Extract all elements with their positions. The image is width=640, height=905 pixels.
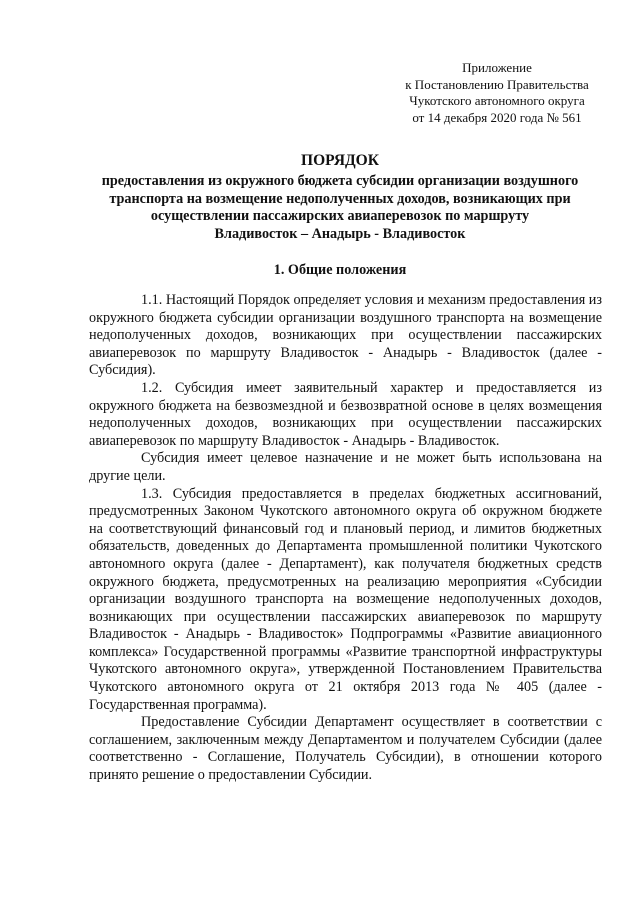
subtitle-line: предоставления из окружного бюджета субсидии организации воздушного — [101, 173, 579, 189]
section-heading: 1. Общие положения — [273, 262, 407, 278]
appendix-header — [392, 60, 602, 126]
paragraph: Субсидия имеет целевое назначение и не может быть использована на другие цели. — [89, 450, 602, 484]
paragraph: 1.2. Субсидия имеет заявительный характер и предоставляется из окружного бюджета на безвозмездной и безвозвратной основе в целях возмещения недополученных доходов, возникающих при осуществлении пассажирских авиаперевозок по маршруту Владивосток - Анадырь - Владивосток. — [89, 379, 602, 449]
appendix-line: к Постановлению Правительства — [405, 76, 589, 92]
document-title: ПОРЯДОК — [301, 152, 379, 169]
document-title-block — [72, 152, 608, 243]
subtitle-line: транспорта на возмещение недополученных доходов, возникающих при — [109, 190, 571, 207]
subtitle-line: осуществлении пассажирских авиаперевозок по маршруту — [150, 208, 530, 224]
paragraph: 1.1. Настоящий Порядок определяет условия и механизм предоставления из окружного бюджета субсидии организации воздушного транспорта на возмещение недополученных доходов, возникающих при осуществлении пассажирских авиаперевозок по маршруту Владивосток - Анадырь - Владивосток (далее - Субсидия). — [89, 292, 602, 379]
paragraph: Предоставление Субсидии Департамент осуществляет в соответствии с соглашением, заключенным между Департаментом и получателем Субсидии (далее соответственно - Соглашение, Получатель Субсидии), в отношении которого принято решение о предоставлении Субсидии. — [89, 714, 602, 784]
appendix-line: Приложение — [462, 60, 532, 75]
paragraph: 1.3. Субсидия предоставляется в пределах бюджетных ассигнований, предусмотренных Законом Чукотского автономного округа об окружном бюджете на соответствующий финансовый год и плановый период, и лимитов бюджетных обязательств, доведенных до Департамента промышленной политики Чукотского автономного округа (далее - Департамент), как получателя бюджетных средств окружного бюджета, предусмотренных на реализацию мероприятия «Субсидии организации воздушного транспорта на возмещение недополученных доходов, возникающих при осуществлении пассажирских авиаперевозок по маршруту Владивосток - Анадырь - Владивосток» Подпрограммы «Развитие авиационного комплекса» Государственной программы «Развитие транспортной инфраструктуры Чукотского автономного округа», утвержденной Постановлением Правительства Чукотского автономного округа от 21 октября 2013 года № 405 (далее - Государственная программа). — [89, 485, 602, 713]
appendix-line: от 14 декабря 2020 года № 561 — [412, 109, 582, 125]
document-body — [89, 292, 602, 785]
document-subtitle — [72, 173, 608, 243]
subtitle-line: Владивосток – Анадырь - Владивосток — [214, 225, 466, 242]
appendix-line: Чукотского автономного округа — [409, 93, 585, 108]
